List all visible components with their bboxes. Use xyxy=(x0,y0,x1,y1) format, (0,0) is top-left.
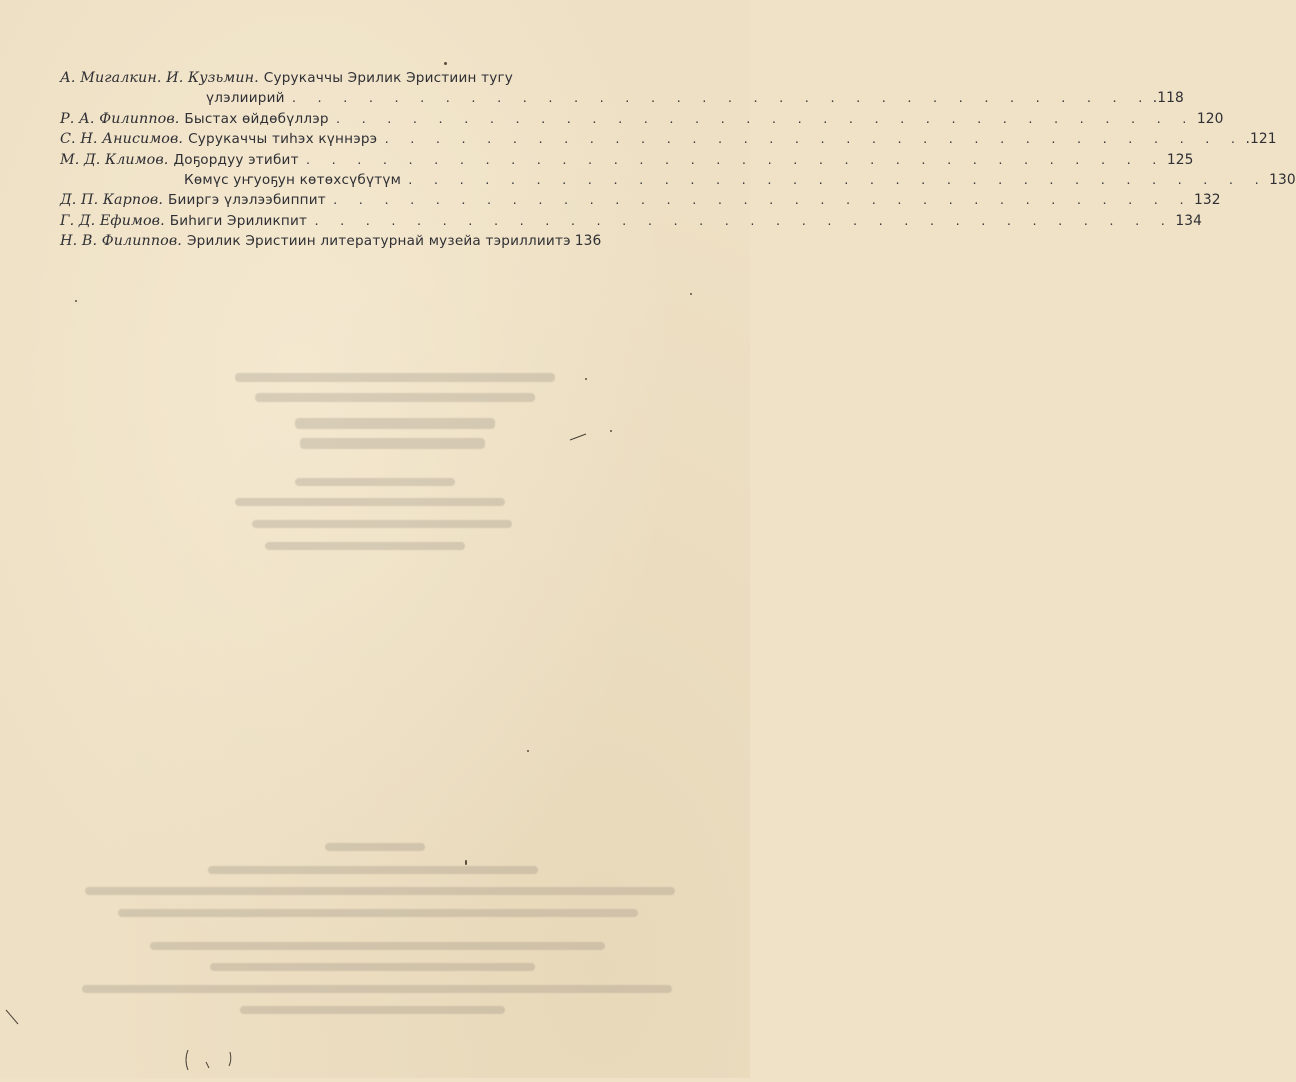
toc-title: Бииргэ үлэлээбиппит xyxy=(168,192,326,209)
toc-title: Көмүс уҥуоҕун көтөхсүбүтүм xyxy=(184,171,402,188)
toc-leader-dots: . . . . . . . . . . . . . . . . . . . . . . . . . . . . . . . . . . xyxy=(331,194,1192,208)
toc-author: А. Мигалкин. И. Кузьмин. xyxy=(60,70,259,86)
toc-author: Д. П. Карпов. xyxy=(60,192,163,209)
toc-title: Быстах өйдөбүллэр xyxy=(184,110,329,127)
toc-page-number: 130 xyxy=(1269,171,1296,188)
toc-page-number: 120 xyxy=(1196,110,1224,127)
pencil-mark xyxy=(229,1052,231,1066)
toc-title: Эрилик Эристиин литературнай музейа тэриллиитэ xyxy=(186,233,571,250)
toc-page-number: 125 xyxy=(1166,151,1194,168)
pencil-mark xyxy=(6,1010,18,1024)
toc-leader-dots: . . . . . . . . . . . . . . . . . . . . . . . . . . . . . . . . . . xyxy=(313,214,1173,228)
toc-title: Сурукаччы Эрилик Эристиин тугу xyxy=(263,70,514,86)
toc-author: Г. Д. Ефимов. xyxy=(60,212,165,229)
pencil-mark xyxy=(186,1050,188,1070)
toc-page-number: .118 xyxy=(1152,90,1184,107)
pencil-mark xyxy=(570,434,586,440)
toc-page-number: .121 xyxy=(1245,131,1277,148)
toc-title: үлэлиирий xyxy=(206,90,285,107)
toc-author: М. Д. Климов. xyxy=(60,151,169,168)
toc-page-number: 132 xyxy=(1194,192,1221,209)
toc-leader-dots: . . . . . . . . . . . . . . . . . . . . . . . . . . . . . . . . . . xyxy=(383,133,1243,147)
pencil-mark xyxy=(206,1062,209,1068)
toc-leader-dots: . . . . . . . . . . . . . . . . . . . . . . . . . . . . . . . . . . xyxy=(290,92,1150,106)
toc-author: С. Н. Анисимов. xyxy=(60,131,184,148)
toc-author: Н. В. Филиппов. xyxy=(60,233,182,250)
toc-leader-dots: . . . . . . . . . . . . . . . . . . . . . . . . . . . . . . . . . . xyxy=(407,173,1267,187)
toc-title: Биһиги Эриликпит xyxy=(169,212,308,229)
toc-title: Доҕордуу этибит xyxy=(173,151,299,168)
toc-page-number: 134 xyxy=(1175,212,1202,229)
toc-page-number: 136 xyxy=(574,233,602,250)
toc-title: Сурукаччы тиһэх күннэрэ xyxy=(188,131,378,148)
toc-author: Р. А. Филиппов. xyxy=(60,110,180,127)
toc-leader-dots: . . . . . . . . . . . . . . . . . . . . . . . . . . . . . . . . . . xyxy=(304,153,1164,167)
toc-leader-dots: . . . . . . . . . . . . . . . . . . . . . . . . . . . . . . . . . . xyxy=(334,112,1194,126)
